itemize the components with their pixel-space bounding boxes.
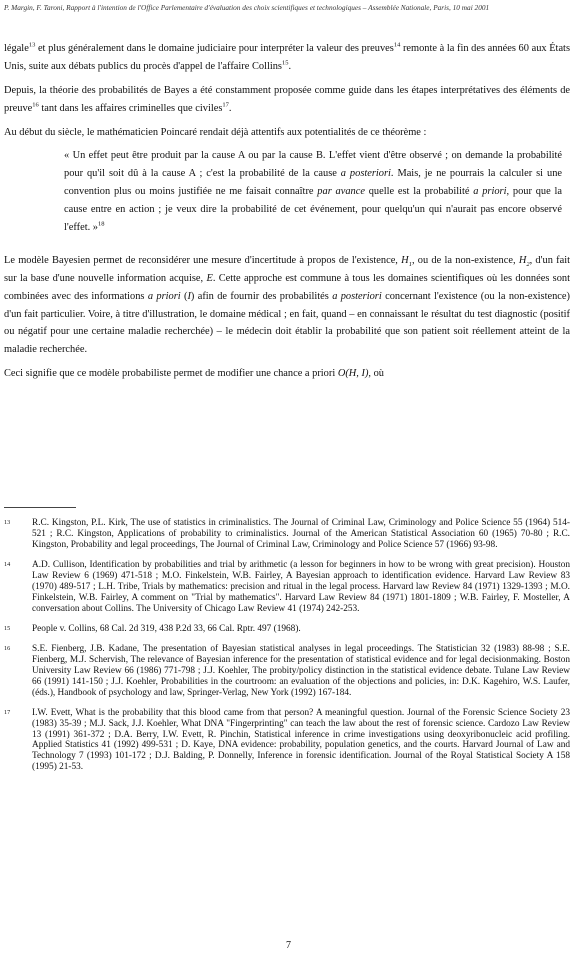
variable-h1 <box>401 255 412 266</box>
footnote-ref-13[interactable]: 13 <box>28 41 36 49</box>
text-span: ( <box>180 290 188 302</box>
text-span: . <box>288 60 292 72</box>
text-span: légale <box>4 43 29 54</box>
text-span: quelle est la probabilité <box>364 186 474 198</box>
text-span: remonte à la fin des années 60 aux États Unis, suite aux débats publics du procès d'appel de l'affaire Collins <box>4 43 570 72</box>
paragraph-3: Au début du siècle, le mathématicien Poincaré rendait déjà attentifs aux potentialités de ce théorème : <box>4 126 427 138</box>
footnote-text: R.C. Kingston, P.L. Kirk, The use of statistics in criminalistics. The Journal of Criminal Law, Criminology and Police Science 55 (1964) 514-521 ; R.C. Kingston, Applications of probability to criminalistics. Journal of the American Statistical Association 60 (1965) 70-80 ; R.C. Kingston, Probability and legal proceedings, The Journal of Criminal Law, Criminology and Police Science 57 (1966) 93-98. <box>32 518 570 550</box>
paragraph-1 <box>4 40 570 76</box>
var-letter: H <box>401 254 409 266</box>
italic-term: a priori <box>473 186 507 198</box>
footnote-separator <box>4 507 76 508</box>
footnote-ref-16[interactable]: 16 <box>32 101 39 109</box>
var-subscript: 2 <box>526 260 530 268</box>
footnote-14 <box>4 560 570 615</box>
running-header: P. Margin, F. Taroni, Rapport à l'intention de l'Office Parlementaire d'évaluation des choix scientifiques et technologiques – Assemblée Nationale, Paris, 10 mai 2001 <box>4 3 490 12</box>
main-text <box>4 40 570 389</box>
text-span: , ou de la non-existence, <box>411 254 519 266</box>
text-span: , d'un fait sur la base d'une nouvelle information acquise, <box>4 254 570 284</box>
footnote-number: 17 <box>4 708 11 716</box>
footnotes <box>4 518 570 782</box>
italic-term: a posteriori <box>332 290 382 302</box>
var-subscript: 1 <box>408 260 412 268</box>
text-span: Ceci signifie que ce modèle probabiliste permet de modifier une chance a priori <box>4 368 338 380</box>
text-span: et plus généralement dans le domaine judiciaire pour interpréter la valeur des preuves <box>35 43 394 54</box>
italic-term: a priori <box>147 290 181 302</box>
text-span: concernant l'existence (ou la non-existence) d'un fait particulier. Voire, à titre d'illustration, le domaine médical ; en fait, quand – en connaissant le résultat du test diagnostic (positif ou négatif pour une certaine maladie recherchée) – le médecin doit établir la probabilité que son patient soit réellement atteint de la maladie recherchée. <box>4 290 570 356</box>
footnote-17 <box>4 708 570 774</box>
footnote-16 <box>4 644 570 699</box>
page-number: 7 <box>286 940 291 951</box>
footnote-ref-15[interactable]: 15 <box>281 59 289 67</box>
paragraph-4 <box>4 252 570 359</box>
footnote-number: 14 <box>4 560 11 568</box>
text-span: « Un effet peut être produit par la cause A ou par la cause B. L'effet vient d'être observé ; on demande la probabilité pour qu'il soit dû à la cause A ; c'est la probabilité de la cause <box>64 150 562 180</box>
italic-term: par avance <box>317 186 365 198</box>
text-span: Le modèle Bayesien permet de reconsidérer une mesure d'incertitude à propos de l'existence, <box>4 254 402 266</box>
footnote-text: A.D. Cullison, Identification by probabilities and trial by arithmetic (a lesson for beginners in how to be wrong with great precision). Houston Law Review 6 (1969) 471-518 ; M.O. Finkelstein, W.B. Fairley, A Bayesian approach to identification evidence. Harvard Law Review 83 (1970) 489-517 ; L.H. Tribe, Trials by mathematics: precision and ritual in the legal process. Harvard law Review 84 (1971) 1329-1393 ; M.O. Finkelstein, W.B. Fairley, A comment on "Trial by mathematics". Harvard Law Review 84 (1971) 1801-1809 ; W.B. Fairley, F. Mosteller, A conversation about Collins. The University of Chicago Law Review 41 (1974) 242-253. <box>32 559 570 614</box>
poincare-quote <box>64 147 562 236</box>
footnote-ref-17[interactable]: 17 <box>222 101 229 109</box>
footnote-text: I.W. Evett, What is the probability that this blood came from that person? A meaningful question. Journal of the Forensic Science Society 23 (1983) 35-39 ; M.J. Sack, J.J. Koehler, What DNA "Fingerprinting" can teach the law about the rest of forensic science. Cardozo Law Review 13 (1991) 361-372 ; D.A. Berry, I.W. Evett, R. Pinchin, Statistical inference in crime investigations using deoxyribonucleic acid profiling. Applied Statistics 41 (1992) 499-531 ; D. Kaye, DNA evidence: probability, population genetics, and the courts. Harvard Journal of Law and Technology 7 (1993) 101-172 ; D.J. Balding, P. Donnelly, Inference in forensic identification. Journal of the Royal Statistical Society A 158 (1995) 21-53. <box>32 707 570 773</box>
footnote-15 <box>4 624 570 635</box>
footnote-number: 15 <box>4 624 11 632</box>
formula-odds: O(H, I), <box>337 368 372 380</box>
var-letter: H <box>518 254 527 266</box>
text-span: . Cette approche est commune à tous les domaines scientifiques où les données sont combinées avec des informations <box>4 272 570 302</box>
footnote-number: 16 <box>4 644 11 652</box>
text-span: . Mais, je ne pourrais la calculer si une convention plus ou moins justifiée ne me faisait connaître <box>64 168 563 198</box>
footnote-text: S.E. Fienberg, J.B. Kadane, The presentation of Bayesian statistical analyses in legal proceedings. The Statistician 32 (1983) 88-98 ; S.E. Fienberg, M.J. Schervish, The relevance of Bayesian inference for the presentation of statistical evidence and for legal decisionmaking. Boston University Law Review 66 (1986) 771-798 ; J.J. Koehler, The probity/policy distinction in the statistical evidence debate. Tulane Law Review 66 (1991) 141-150 ; J.J. Koehler, Probabilities in the courtroom: an evaluation of the objections and policies, in: D.K. Kagehiro, W.S. Laufer, (éds.), Handbook of psychology and law, Springer-Verlag, New York (1992) 167-184. <box>32 643 570 698</box>
variable-h2 <box>519 255 530 266</box>
text-span: ) afin de fournir des probabilités <box>190 290 333 302</box>
variable-e: E <box>206 272 213 284</box>
footnote-13 <box>4 518 570 551</box>
footnote-text: People v. Collins, 68 Cal. 2d 319, 438 P.2d 33, 66 Cal. Rptr. 497 (1968). <box>32 623 301 634</box>
text-span: tant dans les affaires criminelles que civiles <box>38 102 223 114</box>
variable-i: I <box>187 290 191 302</box>
footnote-number: 13 <box>4 519 11 526</box>
footnote-ref-18[interactable]: 18 <box>98 220 105 228</box>
text-span: Depuis, la théorie des probabilités de Bayes a été constamment proposée comme guide dans les étapes interprétatives des éléments de preuve <box>4 84 570 114</box>
paragraph-5 <box>4 365 570 383</box>
paragraph-2 <box>4 82 570 118</box>
footnote-ref-14[interactable]: 14 <box>393 41 401 49</box>
text-span: , pour que la cause entre en action ; je veux dire la probabilité de cet événement, pour quelqu'un qui n'aurait pas encore observé l'effet. » <box>64 186 562 234</box>
italic-term: a posteriori <box>340 168 391 180</box>
text-span: . <box>228 102 232 114</box>
text-span: où <box>371 368 385 380</box>
